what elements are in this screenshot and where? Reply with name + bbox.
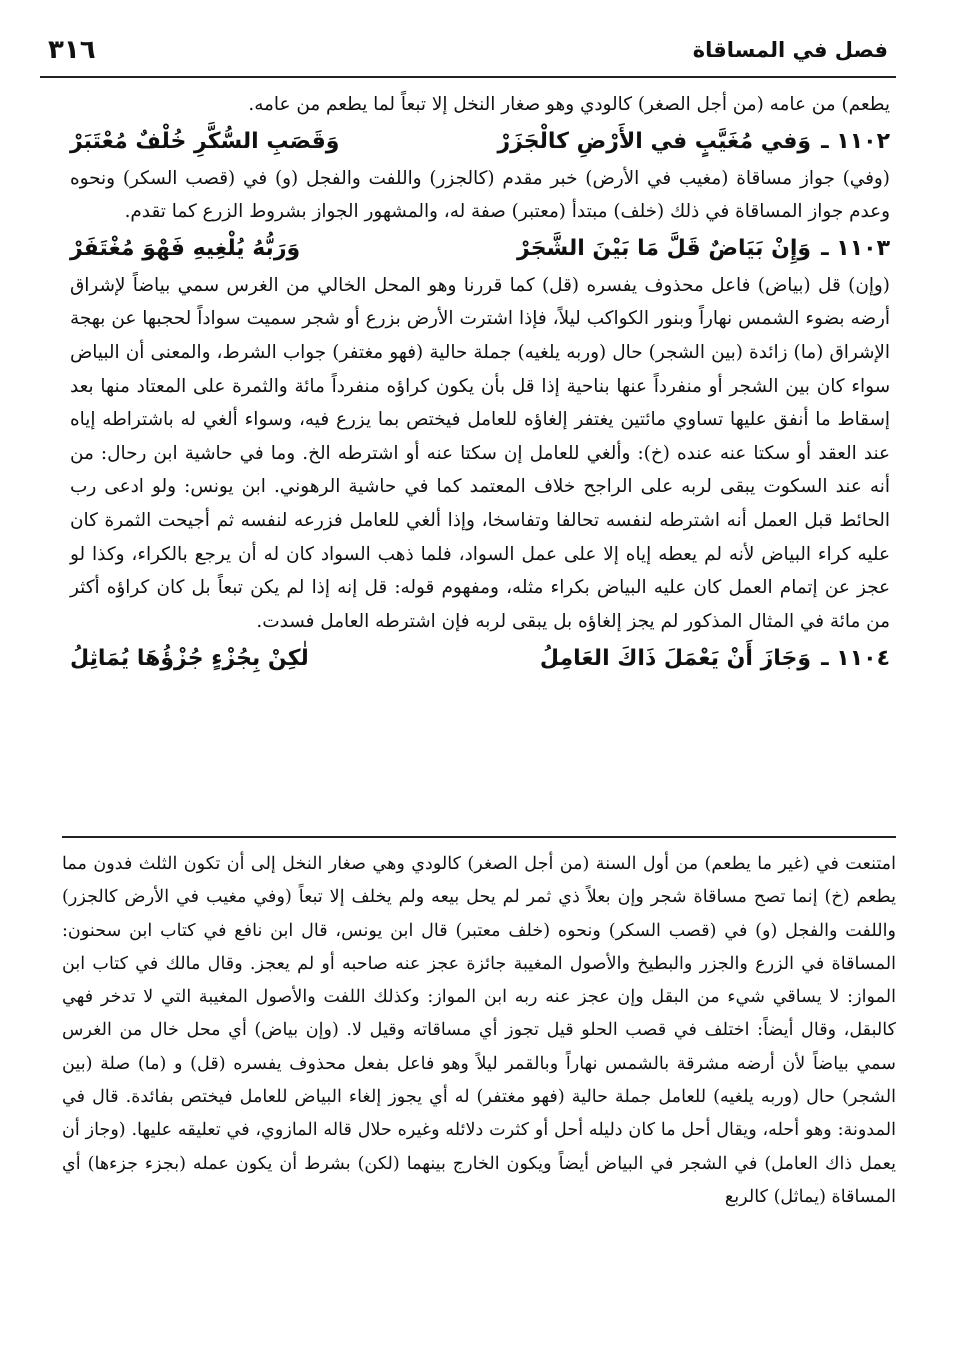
- verse-1102-second-hemistich: وَقَصَبِ السُّكَّرِ خُلْفٌ مُعْتَبَرْ: [70, 129, 340, 155]
- page-header: [48, 30, 888, 70]
- verse-1104: [70, 638, 890, 678]
- verse-1102: [70, 122, 890, 162]
- page-number: ٣١٦: [48, 35, 96, 65]
- verse-1103-first-hemistich: [517, 236, 890, 261]
- commentary-1103: (وإن) قل (بياض) فاعل محذوف يفسره (قل) كما قررنا وهو المحل الخالي من الغرس سمي بياضاً لإشراق أرضه بضوء الشمس نهاراً وبنور الكواكب ليلاً، فإذا اشترت الأرض بزرع أو شجر سميت سواداً لحجبها عن بهجة الإشراق (ما) زائدة (بين الشجر) حال (وربه يلغيه) جملة حالية (فهو مغتفر) جواب الشرط، والمعنى أن البياض سواء كان بين الشجر أو منفرداً عنها بناحية إذا قل بأن يكون كراؤه منفرداً مائة والثمرة على المعتاد منها بعد إسقاط ما أنفق عليها تساوي مائتين يغتفر إلغاؤه للعامل فيختص بما يزرع فيه، وسواء ألغي له باشتراطه إياه عند العقد أو سكتا عنه عنده (خ): وألغي للعامل إن سكتا عنه أو اشترطه الخ. وما في حاشية ابن رحال: من أنه عند السكوت يبقى لربه على الراجح خلاف المعتمد كما في حاشية الرهوني. ابن يونس: ولو ادعى رب الحائط قبل العمل أنه اشترطه لنفسه تحالفا وتفاسخا، وإذا ألغي للعامل فزرعه لنفسه ثم أجيحت الثمرة كان عليه كراء البياض لأنه لم يعطه إياه إلا على عمل السواد، فلما ذهب السواد كان له أن يرجع بالكراء، وكذا لو عجز عن إتمام العمل كان عليه البياض بكراء مثله، ومفهوم قوله: قل إنه إذا لم يكن تبعاً بل كان كراؤه أكثر من مائة في المثال المذكور لم يجز إلغاؤه بل يبقى لربه فإن اشترطه العامل فسدت.: [70, 274, 890, 632]
- lower-commentary-text: امتنعت في (غير ما يطعم) من أول السنة (من أجل الصغر) كالودي وهي صغار النخل إلى أن تكون الثلث فدون مما يطعم (خ) إنما تصح مساقاة شجر وإن بعلاً ذي ثمر لم يحل بيعه ولم يخلف إلا تبعاً (وفي مغيب في الأرض كالجزر) واللفت والفجل (و) في (قصب السكر) ونحوه (خلف معتبر) قال ابن يونس، قال ابن نافع في كتاب ابن سحنون: المساقاة في الزرع والجزر والبطيخ والأصول المغيبة جائزة عجز عنه صاحبه أو لم يعجز. وقال مالك في كتاب ابن المواز: لا يساقي شيء من البقل وإن عجز عنه ربه ابن المواز: وكذلك اللفت والأصول المغيبة التي لا تدخر فهي كالبقل، وقال أيضاً: اختلف في قصب الحلو قيل تجوز أي مساقاته وقيل لا. (وإن بياض) أي محل خال من الغرس سمي بياضاً لأن أرضه مشرقة بالشمس نهاراً وبالقمر ليلاً وهو فاعل بفعل محذوف يفسره (قل) و (ما) صلة (بين الشجر) حال (وربه يلغيه) للعامل جملة حالية (فهو مغتفر) له أي يجوز إلغاء البياض للعامل فيختص بفائدة. قال في المدونة: وهو أحله، ويقال أحل ما كان دليله أحل أو كثرت دلائله وغيره حلال قاله المازوي، في تعليقه عليها. (وجاز أن يعمل ذاك العامل) في الشجر في البياض أيضاً ويكون الخارج بينهما (لكن) بشرط أن يكون عمله (بجزء جزءها) أي المساقاة (يماثل) كالربع: [62, 854, 896, 1207]
- commentary-1102: (وفي) جواز مساقاة (مغيب في الأرض) خبر مقدم (كالجزر) واللفت والفجل (و) في (قصب السكر) ونحوه وعدم جواز المساقاة في ذلك (خلف) مبتدأ (معتبر) صفة له، والمشهور الجواز بشروط الزرع كما تقدم.: [70, 167, 890, 223]
- verse-1103-second-hemistich: وَرَبُّهُ يُلْغِيهِ فَهْوَ مُغْتَفَرْ: [70, 236, 301, 262]
- verse-1102-first: وَفي مُغَيَّبٍ في الأَرْضِ كالْجَزَرْ: [497, 129, 812, 155]
- verse-1104-first-hemistich: [540, 646, 890, 671]
- verse-1102-first-hemistich: [497, 129, 890, 154]
- header-divider: [40, 76, 896, 78]
- verse-1104-first: وَجَازَ أَنْ يَعْمَلَ ذَاكَ العَامِلُ: [539, 645, 812, 671]
- main-text: [70, 88, 890, 678]
- verse-1103-number: ١١٠٣ ـ: [821, 236, 890, 262]
- running-title: فصل في المساقاة: [692, 38, 888, 62]
- intro-paragraph: يطعم) من عامه (من أجل الصغر) كالودي وهو صغار النخل إلا تبعاً لما يطعم من عامه.: [248, 94, 890, 115]
- footnote-divider: [62, 836, 896, 838]
- verse-1102-number: ١١٠٢ ـ: [821, 129, 890, 155]
- verse-1103: [70, 229, 890, 269]
- lower-commentary: [62, 848, 896, 1214]
- verse-1104-second-hemistich: لٰكِنْ بِجُزْءٍ جُزْؤُهَا يُمَاثِلُ: [70, 645, 309, 671]
- verse-1103-first: وَإِنْ بَيَاضٌ قَلَّ مَا بَيْنَ الشَّجَرْ: [517, 236, 812, 262]
- verse-1104-number: ١١٠٤ ـ: [821, 645, 890, 671]
